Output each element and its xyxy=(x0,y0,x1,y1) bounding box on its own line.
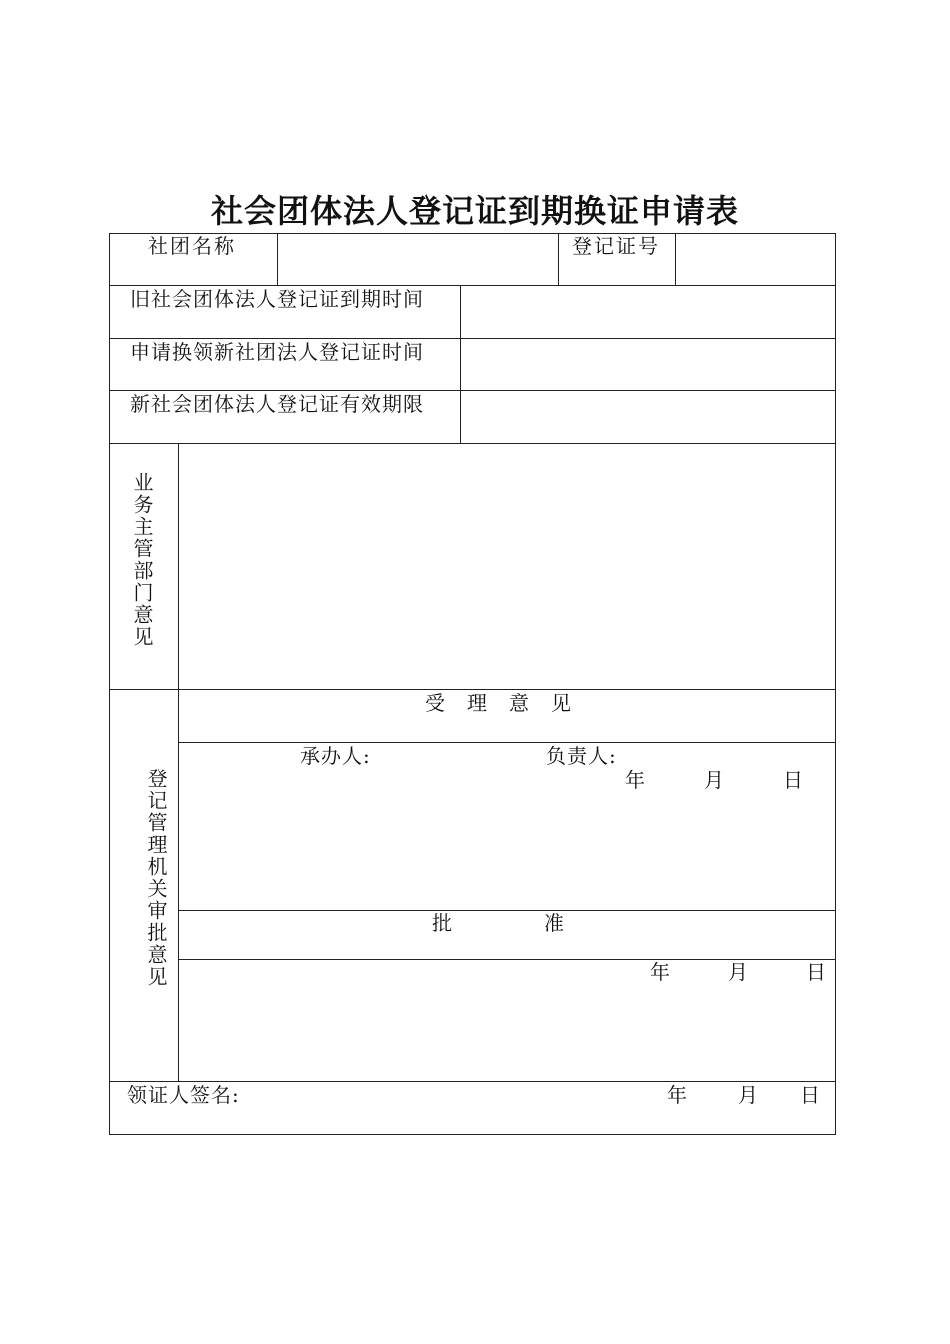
col-divider xyxy=(460,285,461,444)
date-year-2: 年 xyxy=(650,960,672,984)
col-divider xyxy=(178,443,179,1082)
date-month-1: 月 xyxy=(704,768,726,792)
cert-number-label: 登记证号 xyxy=(572,234,660,258)
supervisor-opinion-field[interactable] xyxy=(186,452,826,680)
registration-authority-label: 登记管理机关审批意见 xyxy=(144,768,168,988)
row-divider xyxy=(109,689,836,690)
cert-number-field[interactable] xyxy=(683,240,828,280)
date-day-2: 日 xyxy=(806,960,828,984)
row-divider xyxy=(109,338,836,339)
table-border-left xyxy=(109,233,110,1135)
col-divider xyxy=(558,233,559,286)
date-day-1: 日 xyxy=(783,768,805,792)
row-divider xyxy=(109,1081,836,1082)
table-border-right xyxy=(835,233,836,1135)
old-expiry-label: 旧社会团体法人登记证到期时间 xyxy=(130,287,424,311)
row-divider xyxy=(109,390,836,391)
row-divider xyxy=(109,443,836,444)
accept-opinion-label: 受理意见 xyxy=(425,691,593,715)
table-border-bottom xyxy=(109,1134,836,1135)
apply-time-label: 申请换领新社团法人登记证时间 xyxy=(130,340,424,364)
row-divider xyxy=(178,742,836,743)
date-year-1: 年 xyxy=(625,768,647,792)
new-validity-label: 新社会团体法人登记证有效期限 xyxy=(130,392,424,416)
responsible-label: 负责人: xyxy=(546,744,617,768)
supervisor-opinion-label: 业务主管部门意见 xyxy=(130,472,154,648)
apply-time-field[interactable] xyxy=(468,345,828,385)
society-name-label: 社团名称 xyxy=(148,234,236,258)
date-day-3: 日 xyxy=(800,1083,822,1107)
new-validity-field[interactable] xyxy=(468,397,828,437)
form-title: 社会团体法人登记证到期换证申请表 xyxy=(210,192,739,230)
recipient-signature-label: 领证人签名: xyxy=(127,1083,240,1107)
date-month-3: 月 xyxy=(738,1083,760,1107)
society-name-field[interactable] xyxy=(285,240,550,280)
old-expiry-field[interactable] xyxy=(468,292,828,332)
row-divider xyxy=(109,285,836,286)
handler-label: 承办人: xyxy=(300,744,371,768)
date-month-2: 月 xyxy=(728,960,750,984)
col-divider xyxy=(277,233,278,286)
date-year-3: 年 xyxy=(667,1083,689,1107)
approve-label: 批 准 xyxy=(432,911,572,935)
col-divider xyxy=(675,233,676,286)
